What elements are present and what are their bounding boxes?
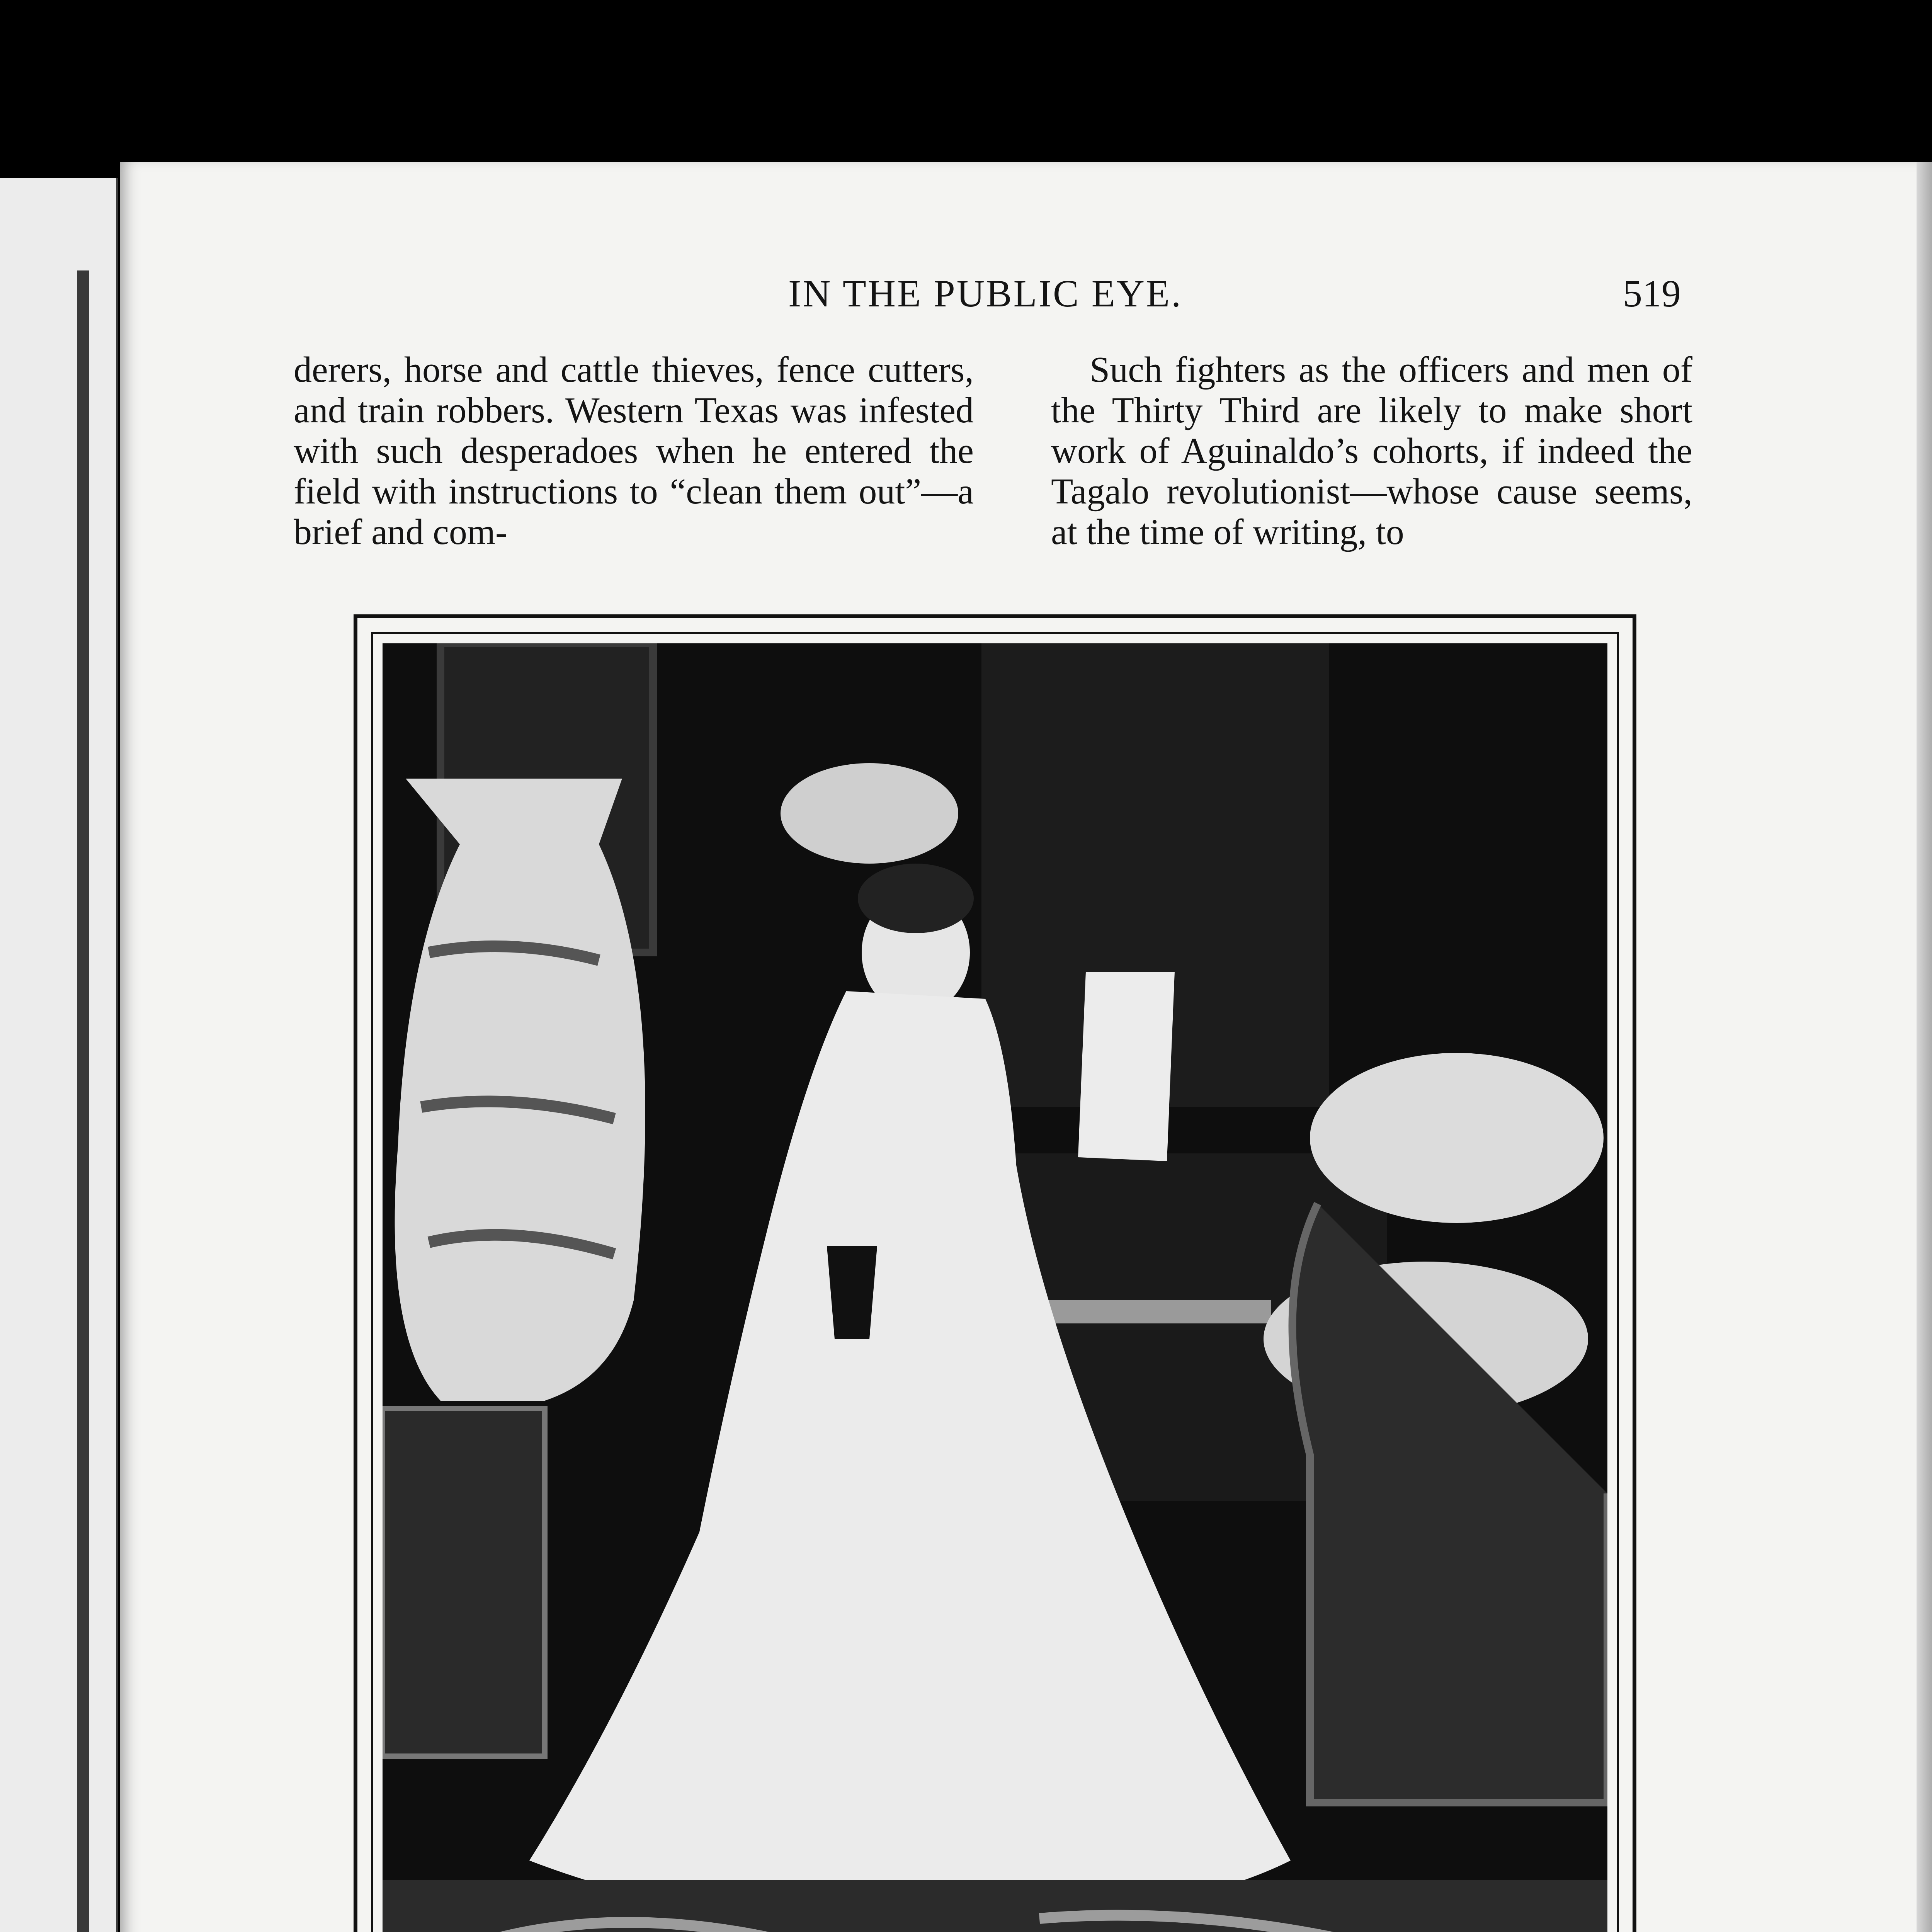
facing-page-edge [0, 178, 118, 1932]
sheet-music [1078, 972, 1175, 1161]
lamp-shade [781, 763, 958, 864]
column-top-right [1051, 350, 1692, 553]
binding-shadow [77, 270, 89, 1932]
photo-frame [354, 614, 1636, 1932]
side-table [383, 1408, 545, 1756]
paragraph: derers, horse and cattle thieves, fence cutters, and train robbers. Western Texas was infested with such desperadoes when he entered the field with instructions to “clean them out”—a brief and com- [294, 350, 974, 552]
paragraph: Such fighters as the officers and men of the Thirty Third are likely to make short work of Aguinaldo’s cohorts, if indeed the Tagalo revolutionist—whose cause seems, at the time of writing, to [1051, 350, 1692, 552]
page-edge-right [1917, 162, 1932, 1932]
running-title: IN THE PUBLIC EYE. [788, 272, 1183, 315]
column-top-left [294, 350, 974, 553]
portrait-photograph [383, 643, 1607, 1932]
page-number: 519 [1623, 272, 1681, 315]
cushion [1310, 1053, 1604, 1223]
